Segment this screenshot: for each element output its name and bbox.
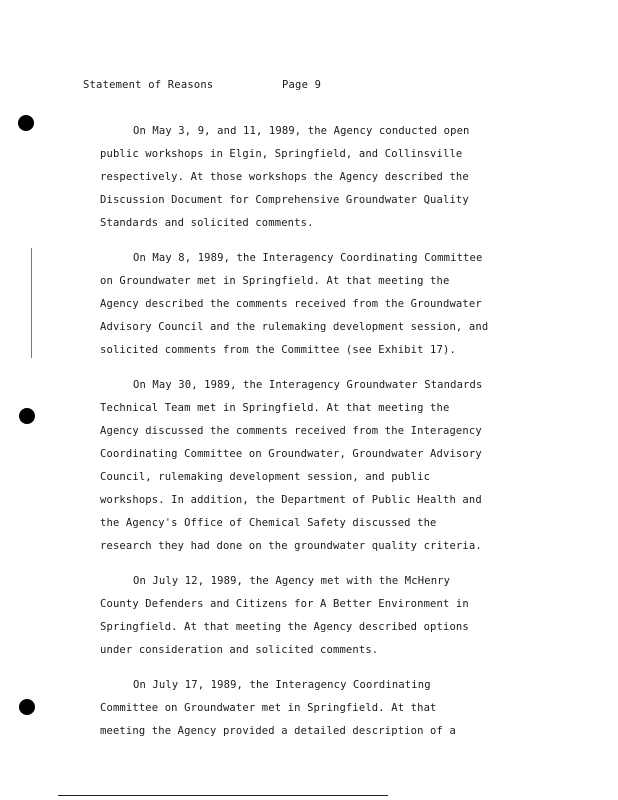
footer-rule xyxy=(58,795,388,796)
paragraph-spacer xyxy=(100,362,520,374)
text-line: public workshops in Elgin, Springfield, and Collinsville xyxy=(100,148,463,160)
text-line: respectively. At those workshops the Agency described the xyxy=(100,171,469,183)
punch-hole-mark xyxy=(18,115,34,131)
paragraph xyxy=(100,674,520,743)
text-line: On May 8, 1989, the Interagency Coordinating Committee xyxy=(133,252,483,264)
text-line: under consideration and solicited comments. xyxy=(100,644,379,656)
text-line: Discussion Document for Comprehensive Groundwater Quality xyxy=(100,194,469,206)
text-line: Agency described the comments received from the Groundwater xyxy=(100,298,482,310)
document-body xyxy=(100,120,520,743)
text-line: the Agency's Office of Chemical Safety discussed the xyxy=(100,517,437,529)
text-line: research they had done on the groundwater quality criteria. xyxy=(100,540,482,552)
paragraph xyxy=(100,374,520,558)
paragraph xyxy=(100,570,520,662)
text-line: On May 30, 1989, the Interagency Groundwater Standards xyxy=(133,379,483,391)
document-title: Statement of Reasons xyxy=(83,79,214,91)
text-line: Technical Team met in Springfield. At that meeting the xyxy=(100,402,450,414)
text-line: Springfield. At that meeting the Agency described options xyxy=(100,621,469,633)
text-line: On May 3, 9, and 11, 1989, the Agency conducted open xyxy=(133,125,470,137)
text-line: Council, rulemaking development session, and public xyxy=(100,471,431,483)
text-line: Standards and solicited comments. xyxy=(100,217,314,229)
page-number: Page 9 xyxy=(282,79,322,91)
paragraph-spacer xyxy=(100,235,520,247)
text-line: Agency discussed the comments received from the Interagency xyxy=(100,425,482,437)
margin-mark xyxy=(31,248,32,358)
text-line: County Defenders and Citizens for A Better Environment in xyxy=(100,598,469,610)
text-line: On July 12, 1989, the Agency met with the McHenry xyxy=(133,575,451,587)
paragraph xyxy=(100,247,520,362)
paragraph-spacer xyxy=(100,558,520,570)
text-line: solicited comments from the Committee (see Exhibit 17). xyxy=(100,344,456,356)
paragraph-spacer xyxy=(100,662,520,674)
text-line: workshops. In addition, the Department of Public Health and xyxy=(100,494,482,506)
text-line: on Groundwater met in Springfield. At that meeting the xyxy=(100,275,450,287)
punch-hole-mark xyxy=(19,699,35,715)
punch-hole-mark xyxy=(19,408,35,424)
text-line: Coordinating Committee on Groundwater, Groundwater Advisory xyxy=(100,448,482,460)
text-line: On July 17, 1989, the Interagency Coordinating xyxy=(133,679,431,691)
paragraph xyxy=(100,120,520,235)
text-line: Committee on Groundwater met in Springfield. At that xyxy=(100,702,437,714)
text-line: meeting the Agency provided a detailed description of a xyxy=(100,725,456,737)
text-line: Advisory Council and the rulemaking development session, and xyxy=(100,321,489,333)
